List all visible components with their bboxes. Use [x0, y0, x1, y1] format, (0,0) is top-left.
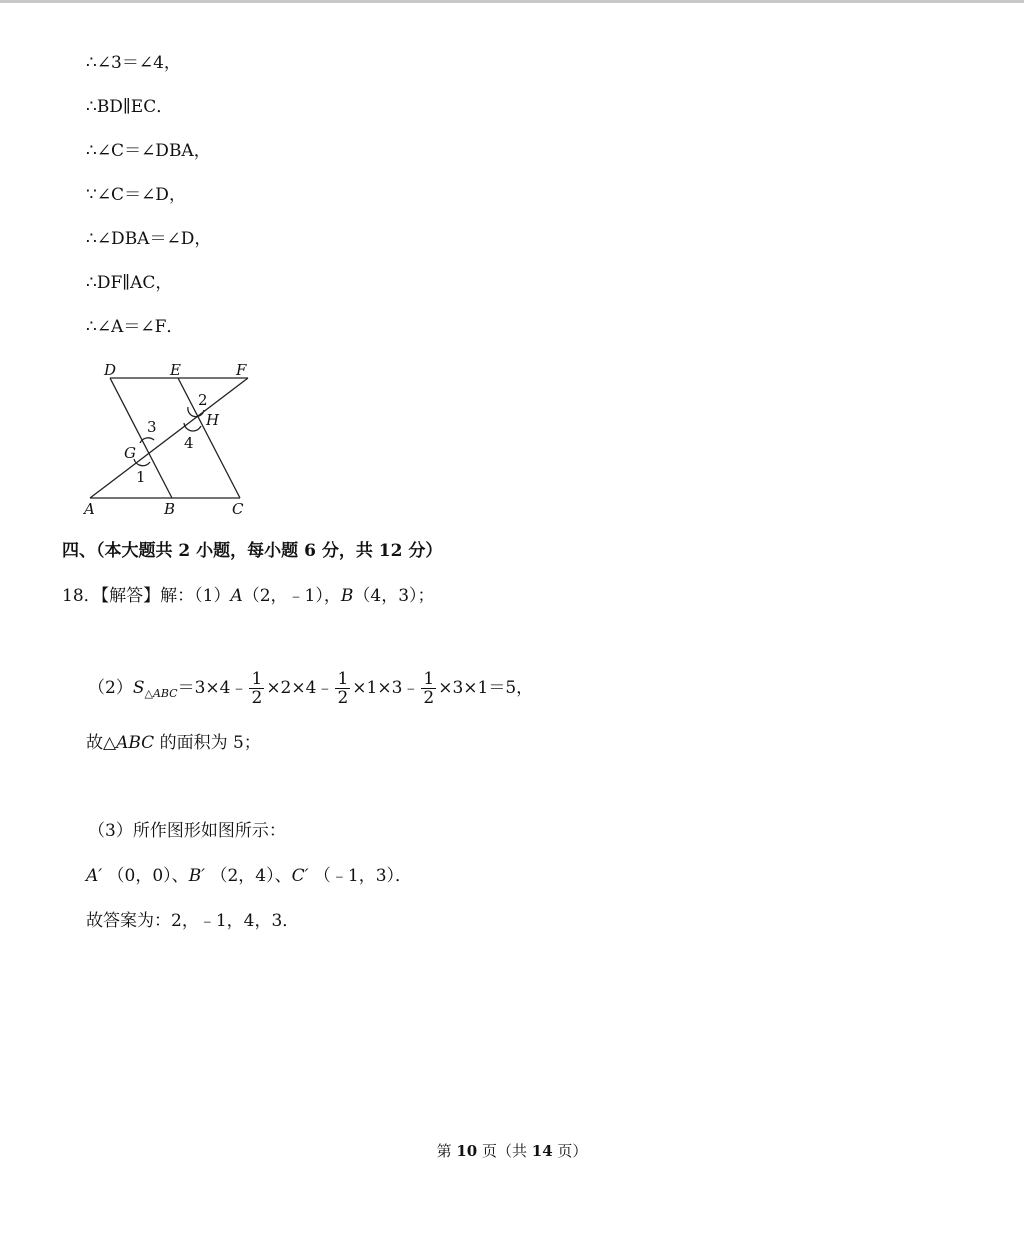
point-A-prime-coords: （0，0）、: [107, 866, 189, 886]
fraction-numerator: 1: [337, 669, 349, 689]
point-C-prime: C′: [291, 866, 309, 886]
point-B: B: [340, 586, 354, 606]
fraction-half-3: [421, 670, 436, 707]
angle-arc-3: [140, 438, 154, 443]
expr-part-1: ＝3×4﹣: [177, 678, 248, 698]
point-C-prime-coords: （﹣1，3）．: [313, 866, 413, 886]
q18-answer: 故答案为：2，﹣1，4，3．: [86, 911, 300, 931]
total-pages: 14: [531, 1142, 553, 1160]
top-border: [0, 0, 1024, 3]
label-angle-1: 1: [136, 468, 146, 486]
proof-line-2: ∴BD∥EC．: [86, 97, 174, 117]
area-subscript: △ABC: [144, 687, 178, 700]
label-H: H: [206, 411, 220, 429]
page-footer: [0, 1140, 1024, 1161]
page-number: 10: [456, 1142, 478, 1160]
proof-line-3: ∴∠C＝∠DBA，: [86, 141, 211, 161]
label-angle-4: 4: [184, 434, 194, 452]
area-symbol: S: [132, 678, 145, 698]
conclusion-suffix: 的面积为 5；: [154, 733, 261, 753]
point-B-prime: B′: [188, 866, 206, 886]
point-B-prime-coords: （2，4）、: [210, 866, 292, 886]
fraction-denominator: 2: [251, 688, 263, 708]
label-E: E: [170, 361, 181, 379]
footer-post: 页）: [552, 1142, 588, 1160]
fraction-numerator: 1: [423, 669, 435, 689]
line-AF: [90, 378, 248, 498]
triangle-name: ABC: [116, 733, 155, 753]
fraction-denominator: 2: [423, 688, 435, 708]
label-angle-2: 2: [198, 391, 208, 409]
fraction-numerator: 1: [251, 669, 263, 689]
section-heading: 四、（本大题共 2 小题，每小题 6 分，共 12 分）: [62, 541, 443, 561]
q18-part2-formula: [88, 668, 533, 714]
expr-part-2: ×2×4﹣: [266, 678, 334, 698]
proof-line-5: ∴∠DBA＝∠D，: [86, 229, 212, 249]
expr-part-3: ×1×3﹣: [352, 678, 420, 698]
label-C: C: [232, 500, 244, 518]
proof-line-6: ∴DF∥AC，: [86, 273, 173, 293]
q18-part2-conclusion: [86, 732, 261, 754]
label-D: D: [104, 361, 117, 379]
fraction-denominator: 2: [337, 688, 349, 708]
label-F: F: [236, 361, 247, 379]
q18-part3-points: [86, 865, 412, 887]
point-A: A: [230, 586, 243, 606]
fraction-half-1: [249, 670, 264, 707]
point-B-coords: （4，3）；: [353, 586, 435, 606]
footer-pre: 第: [436, 1142, 457, 1160]
label-angle-3: 3: [147, 418, 157, 436]
geometry-figure: [80, 356, 270, 526]
proof-line-7: ∴∠A＝∠F．: [86, 317, 184, 337]
q18-lead: 18．【解答】解：（1）: [62, 586, 231, 606]
part2-prefix: （2）: [88, 678, 133, 698]
point-A-prime: A′: [86, 866, 103, 886]
label-B: B: [164, 500, 176, 518]
point-A-coords: （2，﹣1），: [242, 586, 341, 606]
label-G: G: [124, 444, 136, 462]
footer-mid: 页（共: [477, 1142, 532, 1160]
q18-part1: [62, 585, 435, 607]
q18-part3: （3）所作图形如图所示：: [88, 821, 286, 841]
conclusion-prefix: 故△: [86, 733, 117, 753]
label-A: A: [84, 500, 95, 518]
expr-part-4: ×3×1＝5，: [438, 678, 534, 698]
fraction-half-2: [335, 670, 350, 707]
proof-line-4: ∵∠C＝∠D，: [86, 185, 186, 205]
proof-line-1: ∴∠3＝∠4，: [86, 53, 181, 73]
